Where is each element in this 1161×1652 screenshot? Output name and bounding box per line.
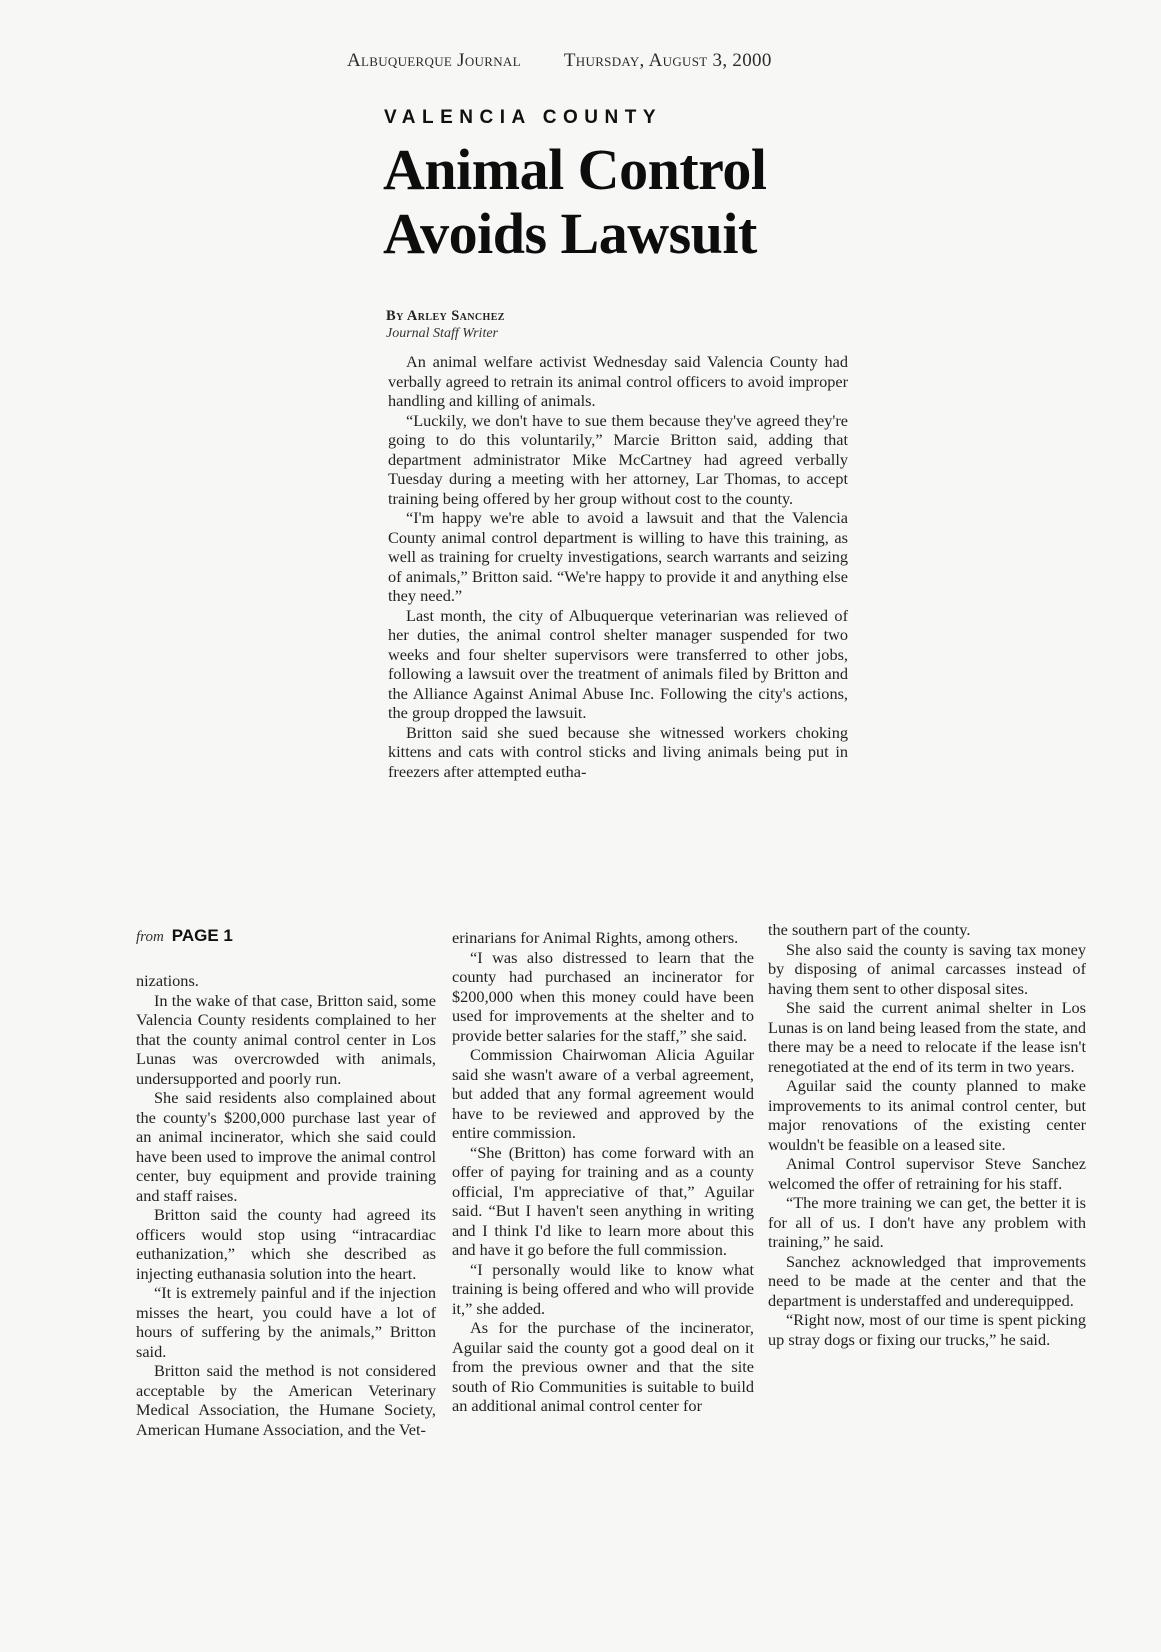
paragraph: “The more training we can get, the better it is for all of us. I don't have any problem with training,” he said. (768, 1193, 1086, 1251)
paragraph: “Right now, most of our time is spent picking up stray dogs or fixing our trucks,” he said. (768, 1310, 1086, 1349)
paragraph: Animal Control supervisor Steve Sanchez welcomed the offer of retraining for his staff. (768, 1154, 1086, 1193)
publication-date: Thursday, August 3, 2000 (563, 50, 772, 71)
paragraph: An animal welfare activist Wednesday said Valencia County had verbally agreed to retrain its animal control officers to avoid improper handling and killing of animals. (388, 352, 848, 410)
jump-from-label: from (136, 929, 164, 945)
paragraph: nizations. (136, 971, 199, 990)
paragraph: She said the current animal shelter in Los Lunas is on land being leased from the state, and there may be a need to relocate if the lease isn't renegotiated at the end of its term in two years. (768, 998, 1086, 1076)
paragraph: Sanchez acknowledged that improvements need to be made at the center and that the department is understaffed and underequipped. (768, 1251, 1086, 1310)
lead-column (388, 352, 848, 781)
column-3 (768, 920, 1086, 1349)
headline-line-1: Animal Control (383, 137, 767, 202)
paragraph: Aguilar said the county planned to make improvements to its animal control center, but major renovations of the existing center wouldn't be feasible on a leased site. (768, 1076, 1086, 1154)
masthead (347, 50, 772, 72)
paragraph: Britton said the method is not considered acceptable by the American Veterinary Medical Association, the Humane Society, American Humane Association, and the Vet- (136, 1361, 436, 1439)
paragraph: Last month, the city of Albuquerque veterinarian was relieved of her duties, the animal control shelter manager suspended for two weeks and four shelter supervisors were transferred to other jobs, following a lawsuit over the treatment of animals filed by Britton and the Alliance Against Animal Abuse Inc. Following the city's actions, the group dropped the lawsuit. (388, 605, 848, 722)
jump-line (136, 926, 233, 946)
paragraph: She also said the county is saving tax money by disposing of animal carcasses instead of having them sent to other disposal sites. (768, 939, 1086, 998)
paragraph: As for the purchase of the incinerator, Aguilar said the county got a good deal on it from the previous owner and that the site south of Rio Communities is suitable to build an additional animal control center for (452, 1318, 754, 1415)
paragraph: “I personally would like to know what training is being offered and who will provide it,” she added. (452, 1259, 754, 1318)
paragraph: She said residents also complained about the county's $200,000 purchase last year of an animal incinerator, which she said could have been used to improve the animal control center, buy equipment and provide training and staff raises. (136, 1088, 436, 1205)
byline: By Arley Sanchez (386, 308, 505, 324)
paragraph: the southern part of the county. (768, 920, 971, 939)
section-kicker: VALENCIA COUNTY (384, 107, 662, 128)
jump-page-label: PAGE 1 (171, 926, 233, 945)
paragraph: “I was also distressed to learn that the county had purchased an incinerator for $200,000 when this money could have been used for improvements at the shelter and to provide better salaries for the staff,” she said. (452, 947, 754, 1045)
paragraph: Britton said the county had agreed its officers would stop using “intracardiac euthanization,” which she described as injecting euthanasia solution into the heart. (136, 1205, 436, 1283)
column-1 (136, 971, 436, 1439)
headline (383, 138, 766, 266)
paragraph: Commission Chairwoman Alicia Aguilar said she wasn't aware of a verbal agreement, but added that any formal agreement would have to be reviewed and approved by the entire commission. (452, 1045, 754, 1142)
paragraph: “I'm happy we're able to avoid a lawsuit and that the Valencia County animal control department is willing to have this training, as well as training for cruelty investigations, search warrants and seizing of animals,” Britton said. “We're happy to provide it and anything else they need.” (388, 508, 848, 605)
paragraph: “Luckily, we don't have to sue them because they've agreed they're going to do this voluntarily,” Marcie Britton said, adding that department administrator Mike McCartney had agreed verbally Tuesday during a meeting with her attorney, Lar Thomas, to accept training being offered by her group without cost to the county. (388, 410, 848, 508)
paragraph: Britton said she sued because she witnessed workers choking kittens and cats with control sticks and living animals being put in freezers after attempted eutha- (388, 722, 848, 781)
paragraph: “It is extremely painful and if the injection misses the heart, you could have a lot of hours of suffering by the animals,” Britton said. (136, 1283, 436, 1361)
paragraph: erinarians for Animal Rights, among others. (452, 928, 739, 947)
headline-line-2: Avoids Lawsuit (383, 201, 757, 266)
publication-name: Albuquerque Journal (347, 50, 521, 71)
column-2 (452, 928, 754, 1416)
paragraph: “She (Britton) has come forward with an offer of paying for training and as a county official, I'm appreciative of that,” Aguilar said. “But I haven't seen anything in writing and I think I'd like to learn more about this and have it go before the full commission. (452, 1142, 754, 1259)
paragraph: In the wake of that case, Britton said, some Valencia County residents complained to her that the county animal control center in Los Lunas was overcrowded with animals, undersupported and poorly run. (136, 990, 436, 1088)
byline-role: Journal Staff Writer (386, 326, 498, 341)
